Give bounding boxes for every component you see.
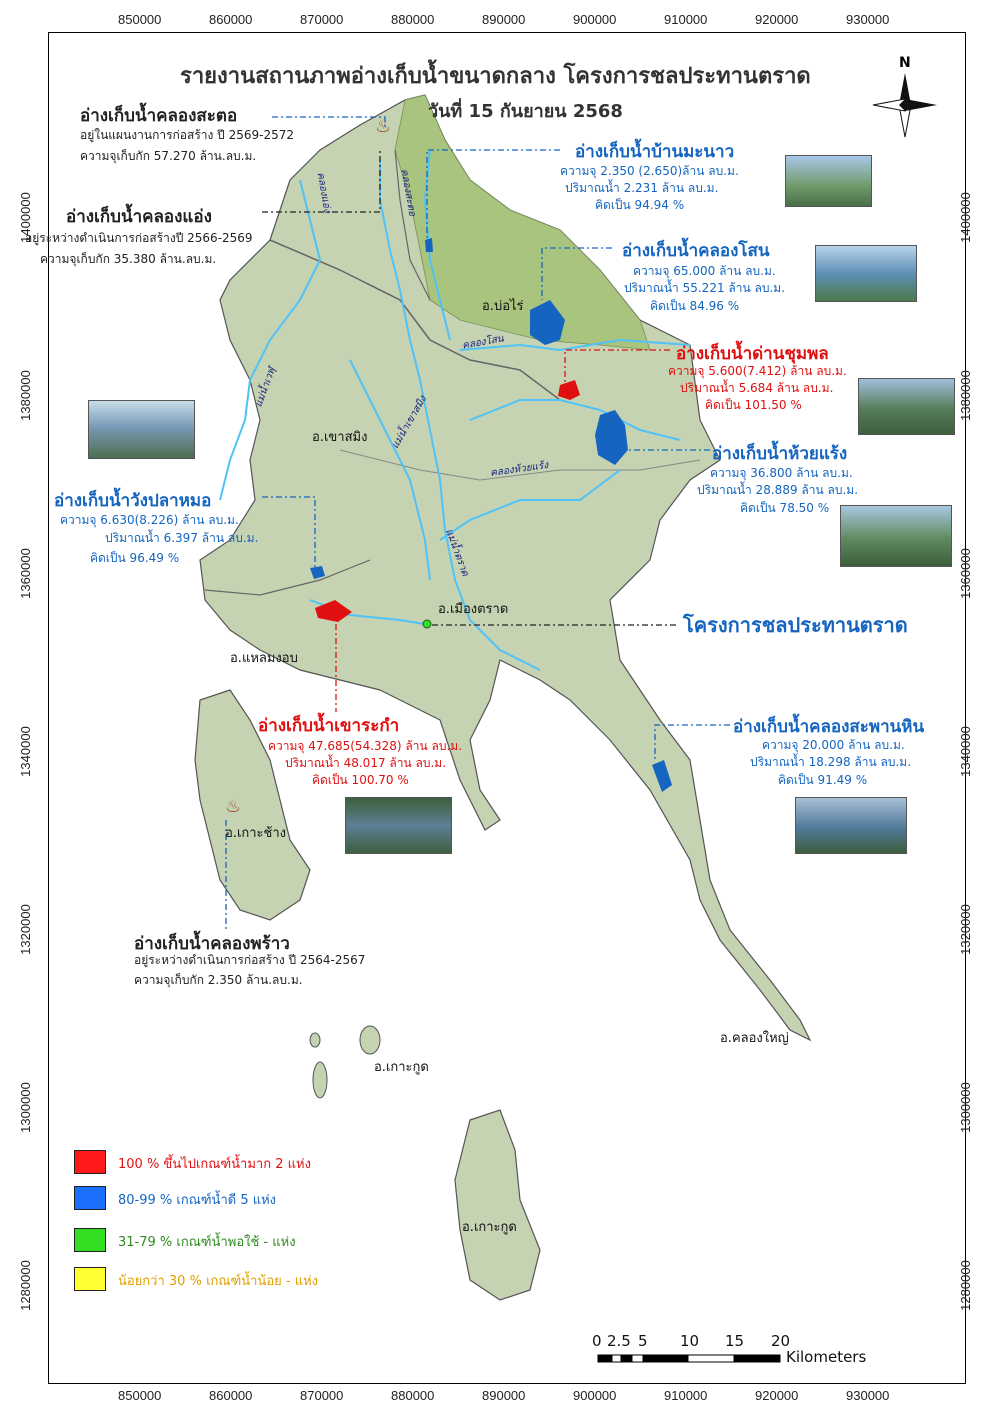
x-tick: 850000 xyxy=(118,1388,162,1403)
y-tick: 1300000 xyxy=(17,1082,33,1133)
legend-label: 80-99 % เกณฑ์น้ำดี 5 แห่ง xyxy=(118,1193,277,1208)
x-tick: 930000 xyxy=(846,12,890,27)
river-label: แม่น้ำตราด xyxy=(443,527,471,578)
reservoir-name: อ่างเก็บน้ำวังปลาหมอ xyxy=(54,491,212,511)
project-label: โครงการชลประทานตราด xyxy=(683,613,908,637)
reservoir-name: อ่างเก็บน้ำคลองพร้าว xyxy=(134,934,290,954)
river-label: แม่น้ำเขาสมิง xyxy=(389,394,429,451)
x-tick: 930000 xyxy=(846,1388,890,1403)
x-tick: 880000 xyxy=(391,1388,435,1403)
legend-label: น้อยกว่า 30 % เกณฑ์น้ำน้อย - แห่ง xyxy=(118,1274,318,1289)
y-tick: 1300000 xyxy=(957,1082,973,1133)
district-label: อ.เมืองตราด xyxy=(438,602,509,617)
y-tick: 1340000 xyxy=(957,726,973,777)
legend-swatch xyxy=(74,1150,106,1174)
reservoir-name: อ่างเก็บน้ำบ้านมะนาว xyxy=(575,142,735,162)
legend-swatch xyxy=(74,1186,106,1210)
x-tick: 900000 xyxy=(573,1388,617,1403)
legend-label: 100 % ขึ้นไปเกณฑ์น้ำมาก 2 แห่ง xyxy=(118,1157,311,1172)
x-tick: 920000 xyxy=(755,12,799,27)
reservoir-name: อ่างเก็บน้ำด่านชุมพล xyxy=(676,344,829,364)
photo-dan-chumphon xyxy=(858,378,955,435)
y-tick: 1320000 xyxy=(17,904,33,955)
photo-khlong-son xyxy=(815,245,917,302)
y-tick: 1280000 xyxy=(957,1260,973,1311)
x-tick: 850000 xyxy=(118,12,162,27)
scale-bar xyxy=(598,1355,780,1362)
svg-text:♨: ♨ xyxy=(375,116,392,137)
page-title: รายงานสถานภาพอ่างเก็บน้ำขนาดกลาง โครงการชลประทานตราด xyxy=(180,64,811,89)
reservoir-name: อ่างเก็บน้ำคลองสะพานหิน xyxy=(733,717,925,737)
x-tick: 860000 xyxy=(209,12,253,27)
photo-khao-rakam xyxy=(345,797,452,854)
x-tick: 900000 xyxy=(573,12,617,27)
photo-wang-pla-mo xyxy=(88,400,195,459)
ko-kut-island xyxy=(455,1110,540,1300)
y-tick: 1380000 xyxy=(957,370,973,421)
x-tick: 910000 xyxy=(664,1388,708,1403)
x-tick: 920000 xyxy=(755,1388,799,1403)
legend-swatch xyxy=(74,1228,106,1252)
district-label: อ.เกาะกูด xyxy=(462,1220,517,1235)
x-tick: 890000 xyxy=(482,12,526,27)
river-label: คลองสะตอ xyxy=(398,168,418,217)
district-label: อ.เกาะกูด xyxy=(374,1060,429,1075)
x-tick: 870000 xyxy=(300,1388,344,1403)
reservoir-name: อ่างเก็บน้ำคลองโสน xyxy=(622,241,770,261)
reservoir-name: อ่างเก็บน้ำเขาระกำ xyxy=(258,716,400,736)
x-tick: 860000 xyxy=(209,1388,253,1403)
report-date: วันที่ 15 กันยายน 2568 xyxy=(428,101,623,122)
north-label: N xyxy=(899,55,911,71)
x-tick: 910000 xyxy=(664,12,708,27)
y-tick: 1360000 xyxy=(17,548,33,599)
y-tick: 1400000 xyxy=(17,192,33,243)
photo-ban-manao xyxy=(785,155,872,207)
district-label: อ.เกาะช้าง xyxy=(225,826,287,841)
scale-unit: Kilometers xyxy=(786,1348,867,1366)
legend-swatch xyxy=(74,1267,106,1291)
legend-label: 31-79 % เกณฑ์น้ำพอใช้ - แห่ง xyxy=(118,1235,296,1250)
river-label: คลองแอ่ง xyxy=(314,171,333,214)
river-label: คลองห้วยแร้ง xyxy=(489,459,549,480)
x-tick: 890000 xyxy=(482,1388,526,1403)
project-office-marker xyxy=(423,620,431,628)
reservoir-ban-manao xyxy=(425,238,433,252)
district-label: อ.แหลมงอบ xyxy=(230,651,298,666)
y-tick: 1320000 xyxy=(957,904,973,955)
y-tick: 1360000 xyxy=(957,548,973,599)
y-tick: 1340000 xyxy=(17,726,33,777)
district-label: อ.บ่อไร่ xyxy=(482,299,524,314)
river-label: คลองโสน xyxy=(461,333,505,352)
river-label: แม่น้ำเวฬุ xyxy=(253,366,278,409)
district-label: อ.คลองใหญ่ xyxy=(720,1031,789,1046)
photo-saphan-hin xyxy=(795,797,907,854)
y-tick: 1280000 xyxy=(17,1260,33,1311)
district-label: อ.เขาสมิง xyxy=(312,430,368,445)
svg-text:♨: ♨ xyxy=(225,796,242,817)
reservoir-name: อ่างเก็บน้ำคลองแอ่ง xyxy=(66,207,212,227)
photo-huai-raeng xyxy=(840,505,952,567)
x-tick: 870000 xyxy=(300,12,344,27)
y-tick: 1400000 xyxy=(957,192,973,243)
y-tick: 1380000 xyxy=(17,370,33,421)
x-tick: 880000 xyxy=(391,12,435,27)
reservoir-name: อ่างเก็บน้ำห้วยแร้ง xyxy=(712,444,848,464)
north-arrow-icon xyxy=(873,73,937,137)
reservoir-name: อ่างเก็บน้ำคลองสะตอ xyxy=(80,106,238,126)
